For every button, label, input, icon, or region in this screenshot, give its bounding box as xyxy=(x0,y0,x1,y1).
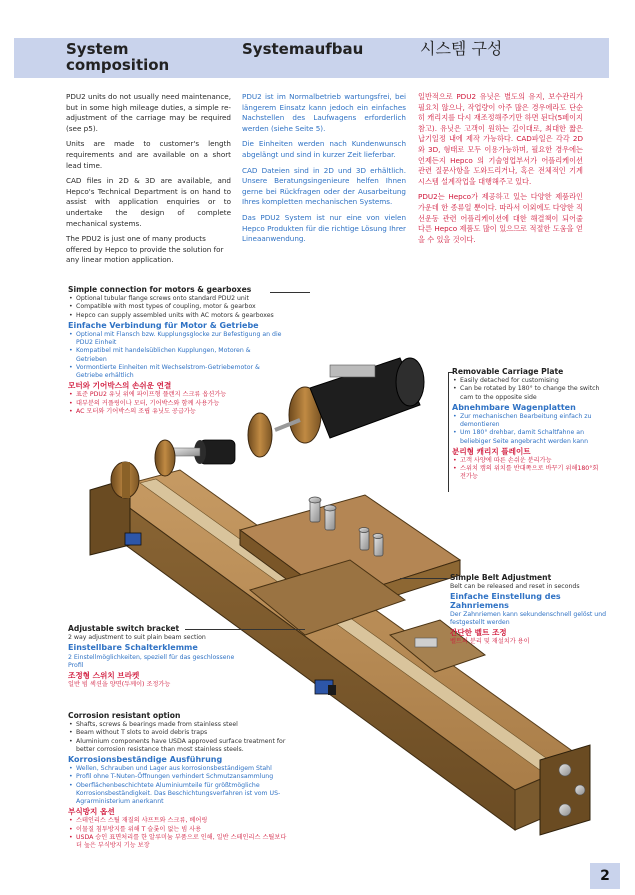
callout-motors-list-ko xyxy=(68,391,283,416)
intro-ko-p1: 일반적으로 PDU2 유닛은 별도의 유지, 보수관리가 필요치 않으나, 작업량이 아주 많은 경우에라도 단순히 캐리지를 다시 재조정해주기만 하면 된다(5페이지 참고). 유닛은 고객이 원하는 길이대로, 최대한 짧은 납기일정 내에 제작 가능하다. CAD파일은 각각 2D 와 3D, 형태로 모두 이용가능하며, 필요한 경우에는 언제든지 Hepco 의 기술영업부서가 어플리케이션 관련 질문사항을 도와드리거나, 혹은 전체적인 기계시스템 설계작업을 대행해주고 있다. xyxy=(418,92,583,186)
callout-motors-title-de: Einfache Verbindung für Motor & Getriebe xyxy=(68,320,259,330)
callout-switch-text-de: 2 Einstellmöglichkeiten, speziell für das geschlossene Profil xyxy=(68,653,235,669)
list-item: • USDA 승인 표면처리를 한 알루미늄 부품으로 인해, 일반 스테인리스 스틸보다 더 높은 부식방지 기능 보장 xyxy=(68,834,290,850)
intro-en-p1: PDU2 units do not usually need maintenance, but in some high mileage duties, a simple re-adjustment of the carriage may be required (see p5). xyxy=(66,92,231,133)
list-item: • Um 180° drehbar, damit Schaltfahne an beliebiger Seite angebracht werden kann xyxy=(452,429,602,445)
list-item: • AC 모터와 기어박스의 조립 유닛도 공급가능 xyxy=(68,408,283,416)
intro-en-p4: The PDU2 is just one of many products offered by Hepco to provide the solution for any linear motion application. xyxy=(66,234,224,265)
title-korean: 시스템 구성 xyxy=(420,39,503,58)
list-item: • 스테인리스 스틸 재질의 샤프트와 스크류, 베어링 xyxy=(68,817,290,825)
callout-motors-list-en xyxy=(68,295,283,320)
list-item: • Kompatibel mit handelsüblichen Kupplungen, Motoren & Getrieben xyxy=(68,347,283,363)
callout-belt-title-ko: 간단한 벨트 조정 xyxy=(450,628,507,638)
list-item: • Oberflächenbeschichtete Aluminiumteile für größtmögliche Korrosionsbeständigkeit. Das Beschichtungsverfahren ist vom US-Agrarministerium anerkannt xyxy=(68,782,290,807)
callout-belt-text-en: Belt can be released and reset in seconds xyxy=(450,583,580,591)
callout-belt-text-ko: 벨트의 분리 및 재설치가 용이 xyxy=(450,638,530,646)
intro-en-p2: Units are made to customer's length requirements and are available on a short lead time. xyxy=(66,139,231,170)
intro-en-p3: CAD files in 2D & 3D are available, and Hepco's Technical Department is on hand to assist with application enquiries or to undertake the design of complete mechanical systems. xyxy=(66,176,231,228)
callout-switch-title-en: Adjustable switch bracket xyxy=(68,624,180,633)
list-item: • 이물질 침투방지를 위해 T 슬롯이 없는 빔 사용 xyxy=(68,826,290,834)
intro-de-p4: Das PDU2 System ist nur eine von vielen Hepco Produkten für die richtige Lösung Ihrer Lineaanwendung. xyxy=(242,212,406,244)
callout-corrosion-title-ko: 부식방지 옵션 xyxy=(68,807,115,817)
callout-carriage-list-de xyxy=(452,413,602,446)
callout-carriage-title-ko: 분리형 캐리지 플레이트 xyxy=(452,446,531,456)
leader-line-switch xyxy=(185,629,305,630)
list-item: • Profil ohne T-Nuten-Öffnungen verhindert Schmutzansammlung xyxy=(68,773,290,781)
list-item: • 표준 PDU2 유닛 위에 파이프형 플랜지 스크류 옵션가능 xyxy=(68,391,283,399)
list-item: • Optional mit Flansch bzw. Kupplungsglocke zur Befestigung an die PDU2 Einheit xyxy=(68,331,283,347)
leader-line-carriage-v xyxy=(448,372,449,492)
belt-clamp-icon xyxy=(415,638,437,647)
callout-carriage-plate xyxy=(452,368,602,482)
coupling-icon xyxy=(172,440,235,464)
callout-belt xyxy=(450,574,610,647)
list-item: • Easily detached for customising xyxy=(452,377,602,385)
callout-belt-text-de: Der Zahnriemen kann sekundenschnell gelöst und festgestellt werden xyxy=(450,610,607,627)
list-item: • Shafts, screws & bearings made from stainless steel xyxy=(68,721,290,729)
callout-corrosion-list-en xyxy=(68,721,290,754)
page-number: 2 xyxy=(590,863,620,889)
callout-motors xyxy=(68,286,283,416)
callout-switch-text-ko: 일반 빔 섹션을 양면(두께이) 조정가능 xyxy=(68,681,171,689)
intro-english xyxy=(66,92,231,271)
switch-bracket-icon xyxy=(315,680,336,695)
title-german: Systemaufbau xyxy=(242,40,364,58)
list-item: • Beam without T slots to avoid debris traps xyxy=(68,729,290,737)
callout-carriage-list-ko xyxy=(452,457,602,482)
callout-motors-title-en: Simple connection for motors & gearboxes xyxy=(68,285,252,294)
list-item: • 대부분의 커플링이나 모터, 기어박스와 함께 사용가능 xyxy=(68,400,283,408)
list-item: • Optional tubular flange screws onto standard PDU2 unit xyxy=(68,295,283,303)
list-item: • Zur mechanischen Bearbeitung einfach zu demontieren xyxy=(452,413,602,429)
callout-carriage-title-en: Removable Carriage Plate xyxy=(452,367,564,376)
list-item: • Compatible with most types of coupling, motor & gearbox xyxy=(68,303,283,311)
callout-carriage-title-de: Abnehmbare Wagenplatten xyxy=(452,402,576,412)
intro-ko-p2: PDU2는 Hepco가 제공하고 있는 다양한 제품라인 가운데 한 종류일 뿐이다. 따라서 이외에도 다양한 직선운동 관련 어플리케이션에 대한 해결책이 되어줄 다른 Hepco 제품도 많이 있으므로 적절한 도움을 얻을 수 있을 것이다. xyxy=(418,192,583,244)
callout-switch-bracket xyxy=(68,625,238,689)
list-item: • Aluminium components have USDA approved surface treatment for better corrosion resistance than most stainless steels. xyxy=(68,738,290,754)
intro-de-p1: PDU2 ist im Normalbetrieb wartungsfrei, bei längerem Einsatz kann jedoch ein einfaches Nachstellen des Laufwagens erforderlich werden (siehe Seite 5). xyxy=(242,92,406,133)
callout-corrosion-list-de xyxy=(68,765,290,806)
callout-corrosion-title-de: Korrosionsbeständige Ausführung xyxy=(68,755,223,765)
list-item: • 고객 사양에 따른 손쉬운 분리가능 xyxy=(452,457,602,465)
list-item: • 스위치 캠의 위치를 반대쪽으로 바꾸기 위해180°회전가능 xyxy=(452,465,602,481)
callout-switch-text-en: 2 way adjustment to suit plain beam section xyxy=(68,634,206,642)
callout-carriage-list-en xyxy=(452,377,602,402)
callout-motors-list-de xyxy=(68,331,283,380)
switch-bracket-left-icon xyxy=(125,533,141,545)
leader-line-motors xyxy=(270,292,310,293)
callout-corrosion xyxy=(68,712,290,850)
callout-belt-title-en: Simple Belt Adjustment xyxy=(450,573,552,582)
list-item: • Can be rotated by 180° to change the switch cam to the opposite side xyxy=(452,385,602,401)
callout-motors-title-ko: 모터와 기어박스의 손쉬운 연결 xyxy=(68,381,172,391)
list-item: • Vormontierte Einheiten mit Wechselstrom-Getriebemotor & Getriebe erhältlich xyxy=(68,364,283,380)
leader-line-belt xyxy=(400,578,448,579)
callout-switch-title-ko: 조정형 스위치 브라켓 xyxy=(68,671,140,681)
intro-de-p2: Die Einheiten werden nach Kundenwunsch abgelängt und sind in kurzer Zeit lieferbar. xyxy=(242,139,406,159)
list-item: • Hepco can supply assembled units with AC motors & gearboxes xyxy=(68,312,283,320)
title-english: System composition xyxy=(66,40,170,74)
leader-line-carriage xyxy=(448,372,454,373)
intro-german xyxy=(242,92,406,250)
callout-corrosion-title-en: Corrosion resistant option xyxy=(68,711,181,720)
callout-switch-title-de: Einstellbare Schalterklemme xyxy=(68,643,198,653)
intro-korean xyxy=(418,92,583,250)
callout-corrosion-list-ko xyxy=(68,817,290,850)
callout-belt-title-de: Einfache Einstellung des Zahnriemens xyxy=(450,592,561,610)
list-item: • Wellen, Schrauben und Lager aus korrosionsbeständigem Stahl xyxy=(68,765,290,773)
intro-de-p3: CAD Dateien sind in 2D und 3D erhältlich. Unsere Beratungsingenieure helfen Ihnen gerne bei Rückfragen oder der Ausarbeitung Ihres kompletten mechanischen Systems. xyxy=(242,165,406,207)
